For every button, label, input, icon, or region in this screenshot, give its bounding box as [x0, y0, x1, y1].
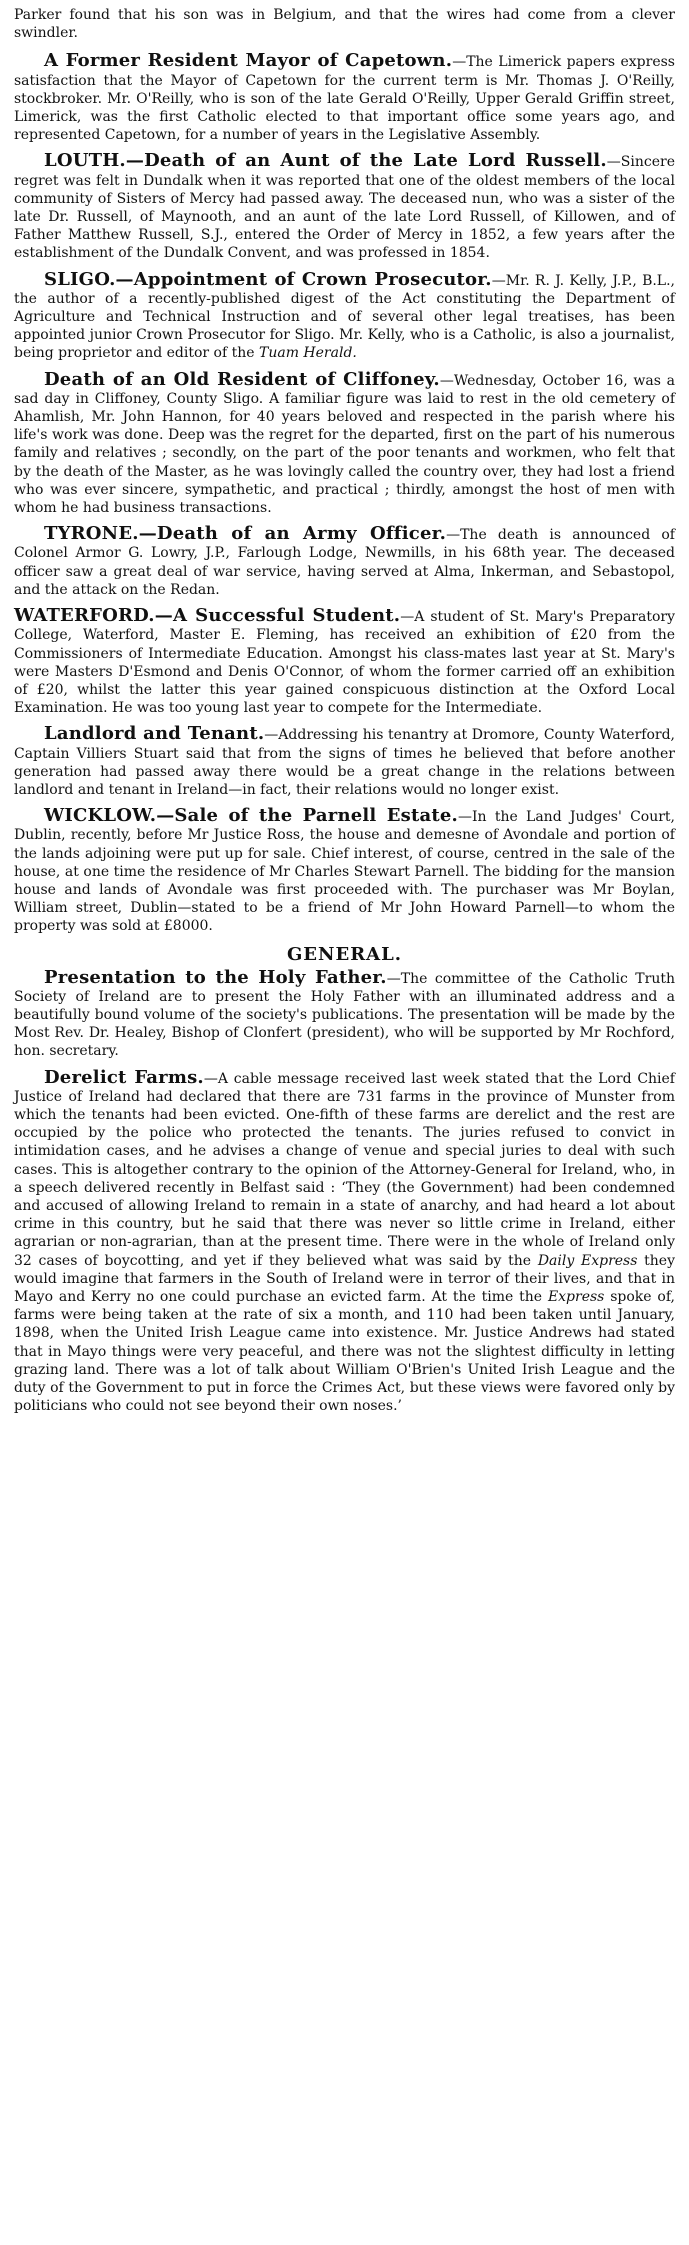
section-title: GENERAL.: [286, 943, 403, 965]
article-waterford: [14, 607, 675, 717]
article-headline: Presentation to the Holy Father.: [44, 966, 387, 988]
article-body: —Addressing his tenantry at Dromore, County Waterford, Captain Villiers Stuart said that from the signs of times he believed that before another generation had passed away there would be a great change in the relations between landlord and tenant in Ireland—in fact, their relations would no longer exist.: [14, 727, 675, 798]
article-body: —Mr. R. J. Kelly, J.P., B.L., the author of a recently-published digest of the Act constituting the Department of Agriculture and Technical Instruction and of several other legal treatises, has been appointed junior Crown Prosecutor for Sligo. Mr. Kelly, who is a Catholic, is also a journalist, being proprietor and editor of the: [14, 272, 675, 362]
article-body: spoke of, farms were being taken at the rate of six a month, and 110 had been taken until January, 1898, when the United Irish League came into existence. Mr. Justice Andrews had stated that in Mayo things were very peaceful, and there was not the slightest difficulty in letting grazing land. There was a lot of talk about William O'Brien's United Irish League and the duty of the Government to put in force the Crimes Act, but these views were favored only by politicians who could not see beyond their own noses.’: [14, 1289, 675, 1415]
article-headline: WICKLOW.—Sale of the Parnell Estate.: [44, 805, 459, 827]
article-louth: [14, 152, 675, 262]
article-sligo: [14, 268, 675, 363]
article-body: —Sincere regret was felt in Dundalk when it was reported that one of the oldest members of the local community of Sisters of Mercy had passed away. The deceased nun, who was a sister of the late Dr. Russell, of Maynooth, and an aunt of the late Lord Russell, of Killowen, and of Father Matthew Russell, S.J., entered the Order of Mercy in 1852, a few years after the establishment of the Dundalk Convent, and was professed in 1854.: [14, 154, 675, 262]
article-headline: WATERFORD.—A Successful Student.: [14, 605, 401, 627]
article-cliffoney: [14, 368, 675, 518]
article-headline: LOUTH.—Death of an Aunt of the Late Lord Russell.: [44, 150, 607, 172]
article-headline: TYRONE.—Death of an Army Officer.: [44, 523, 447, 545]
article-landlord-tenant: [14, 725, 675, 799]
article-body: —The committee of the Catholic Truth Society of Ireland are to present the Holy Father with an illuminated address and a beautifully bound volume of the society's publications. The presentation will be made by the Most Rev. Dr. Healey, Bishop of Clonfert (president), who will be supported by Mr Rochford, hon. secretary.: [14, 970, 675, 1060]
article-body: —A cable message received last week stated that the Lord Chief Justice of Ireland had declared that there are 731 farms in the province of Munster from which the tenants had been evicted. One-fifth of these farms are derelict and the rest are occupied by the police who protected the tenants. The juries refused to convict in intimidation cases, and he advises a change of venue and special juries to deal with such cases. This is altogether contrary to the opinion of the Attorney-General for Ireland, who, in a speech delivered recently in Belfast said : ‘They (the Government) had been condemned and accused of allowing Ireland to remain in a state of anarchy, and had heard a lot about crime in this country, but he said that there was never so little crime in Ireland, either agrarian or non-agrarian, than at the present time. There were in the whole of Ireland only 32 cases of boycotting, and yet if they believed what was said by the: [14, 1070, 675, 1269]
article-headline: A Former Resident Mayor of Capetown.: [44, 50, 453, 72]
article-body-italic: Express: [547, 1289, 605, 1305]
article-derelict-farms: [14, 1066, 675, 1416]
article-headline: Derelict Farms.: [44, 1066, 204, 1088]
article-headline: Landlord and Tenant.: [44, 723, 265, 745]
article-body-italic: Daily Express: [537, 1252, 638, 1269]
article-body: —In the Land Judges' Court, Dublin, recently, before Mr Justice Ross, the house and demesne of Avondale and portion of the lands adjoining were put up for sale. Chief interest, of course, centred in the sale of the house, at one time the residence of Mr Charles Stewart Parnell. The bidding for the mansion house and lands of Avondale was first proceeded with. The purchaser was Mr Boylan, William street, Dublin—stated to be a friend of Mr John Howard Parnell—to whom the property was sold at £8000.: [14, 809, 675, 935]
article-headline: Death of an Old Resident of Cliffoney.: [44, 368, 440, 390]
article-mayor-capetown: [14, 52, 675, 144]
article-body-italic: Tuam Herald.: [259, 345, 357, 362]
article-body: —The death is announced of Colonel Armor G. Lowry, J.P., Farlough Lodge, Newmills, in his 68th year. The deceased officer saw a great deal of war service, having served at Alma, Inkerman, and Sebastopol, and the attack on the Redan.: [14, 527, 675, 598]
intro-paragraph: Parker found that his son was in Belgium, and that the wires had come from a clever swindler.: [14, 7, 675, 42]
article-headline: SLIGO.—Appointment of Crown Prosecutor.: [44, 268, 492, 290]
article-body: —Wednesday, October 16, was a sad day in Cliffoney, County Sligo. A familiar figure was laid to rest in the old cemetery of Ahamlish, Mr. John Hannon, for 40 years beloved and respected in the parish where his life's work was done. Deep was the regret for the departed, first on the part of his numerous family and relatives ; secondly, on the part of the poor tenants and workmen, who felt that by the death of the Master, as he was lovingly called the country over, they had lost a friend who was ever sincere, sympathetic, and practical ; thirdly, amongst the host of men with whom he had business transactions.: [14, 372, 675, 517]
article-body: —A student of St. Mary's Preparatory College, Waterford, Master E. Fleming, has received an exhibition of £20 from the Commissioners of Intermediate Education. Amongst his class-mates last year at St. Mary's were Masters D'Esmond and Denis O'Connor, of whom the former carried off an exhibition of £20, whilst the latter this year gained conspicuous distinction at the Oxford Local Examination. He was too young last year to compete for the Intermediate.: [14, 609, 676, 717]
article-body: they would imagine that farmers in the South of Ireland were in terror of their lives, and that in Mayo and Kerry no one could purchase an evicted farm. At the time the: [14, 1252, 675, 1305]
article-holy-father: [14, 966, 675, 1061]
article-body: —The Limerick papers express satisfaction that the Mayor of Capetown for the current term is Mr. Thomas J. O'Reilly, stockbroker. Mr. O'Reilly, who is son of the late Gerald O'Reilly, Upper Gerald Griffin street, Limerick, was the first Catholic elected to that important office some years ago, and represented Capetown, for a number of years in the Legislative Assembly.: [14, 54, 675, 144]
article-wicklow: [14, 807, 675, 935]
article-tyrone: [14, 525, 675, 599]
